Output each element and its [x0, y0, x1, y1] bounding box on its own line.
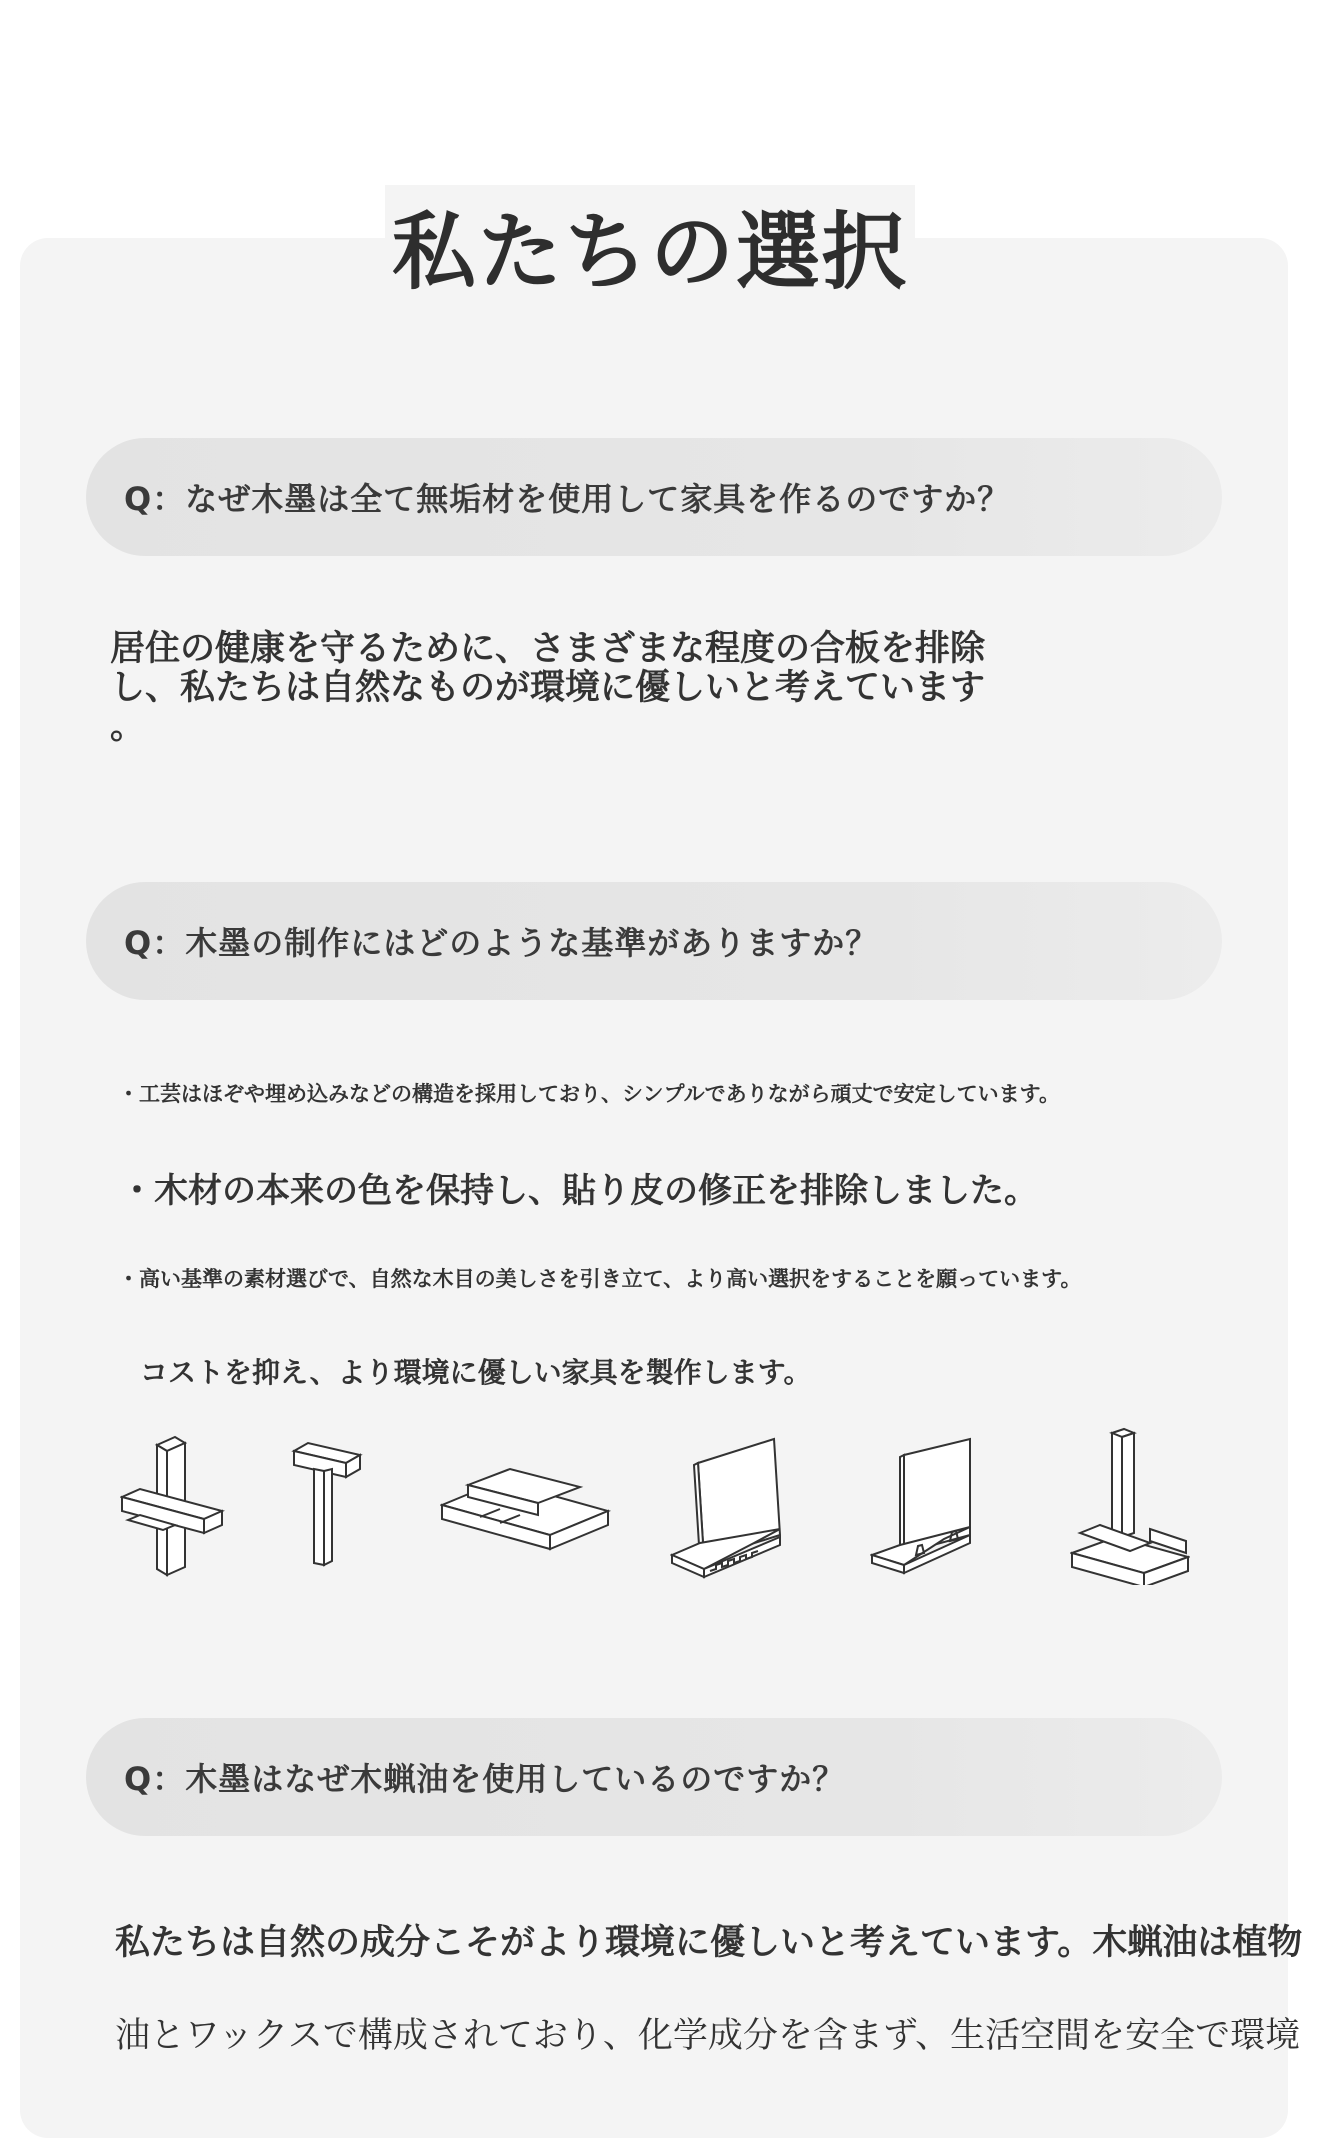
- bullet-item-1: ・工芸はほぞや埋め込みなどの構造を採用しており、シンプルでありながら頑丈で安定しています。: [118, 1082, 1060, 1106]
- bullet-item-3: ・高い基準の素材選びで、自然な木目の美しさを引き立て、より高い選択をすることを願っています。: [118, 1267, 1082, 1291]
- question-bar-2: [86, 882, 1222, 1000]
- joint-illustrations: [110, 1425, 1220, 1585]
- page-title: 私たちの選択: [391, 202, 908, 301]
- title-block: [385, 185, 915, 305]
- answer-line-2: 油とワックスで構成されており、化学成分を含まず、生活空間を安全で環境: [115, 2016, 1301, 2056]
- answer-text-1: 居住の健康を守るために、さまざまな程度の合板を排除 し、私たちは自然なものが環境に優しいと考えています 。: [110, 629, 986, 747]
- answer-line-1: 私たちは自然の成分こそがより環境に優しいと考えています。木蝋油は植物: [115, 1923, 1303, 1963]
- bullet-item-2: ・木材の本来の色を保持し、貼り皮の修正を排除しました。: [120, 1171, 1038, 1211]
- tenon-board-icon: [440, 1425, 620, 1585]
- question-text-1: Q：なぜ木墨は全て無垢材を使用して家具を作るのですか？: [124, 480, 1011, 518]
- bullet-item-4: コストを抑え、より環境に優しい家具を製作します。: [140, 1356, 812, 1389]
- question-text-3: Q：木墨はなぜ木蝋油を使用しているのですか？: [124, 1760, 846, 1798]
- dovetail-panel-icon: [870, 1425, 980, 1585]
- finger-joint-panel-icon: [670, 1425, 790, 1585]
- cross-joint-icon: [120, 1425, 230, 1585]
- question-bar-3: [86, 1718, 1222, 1836]
- question-bar-1: [86, 438, 1222, 556]
- question-text-2: Q：木墨の制作にはどのような基準がありますか？: [124, 924, 879, 962]
- t-joint-icon: [290, 1425, 370, 1585]
- three-way-joint-icon: [1070, 1425, 1190, 1585]
